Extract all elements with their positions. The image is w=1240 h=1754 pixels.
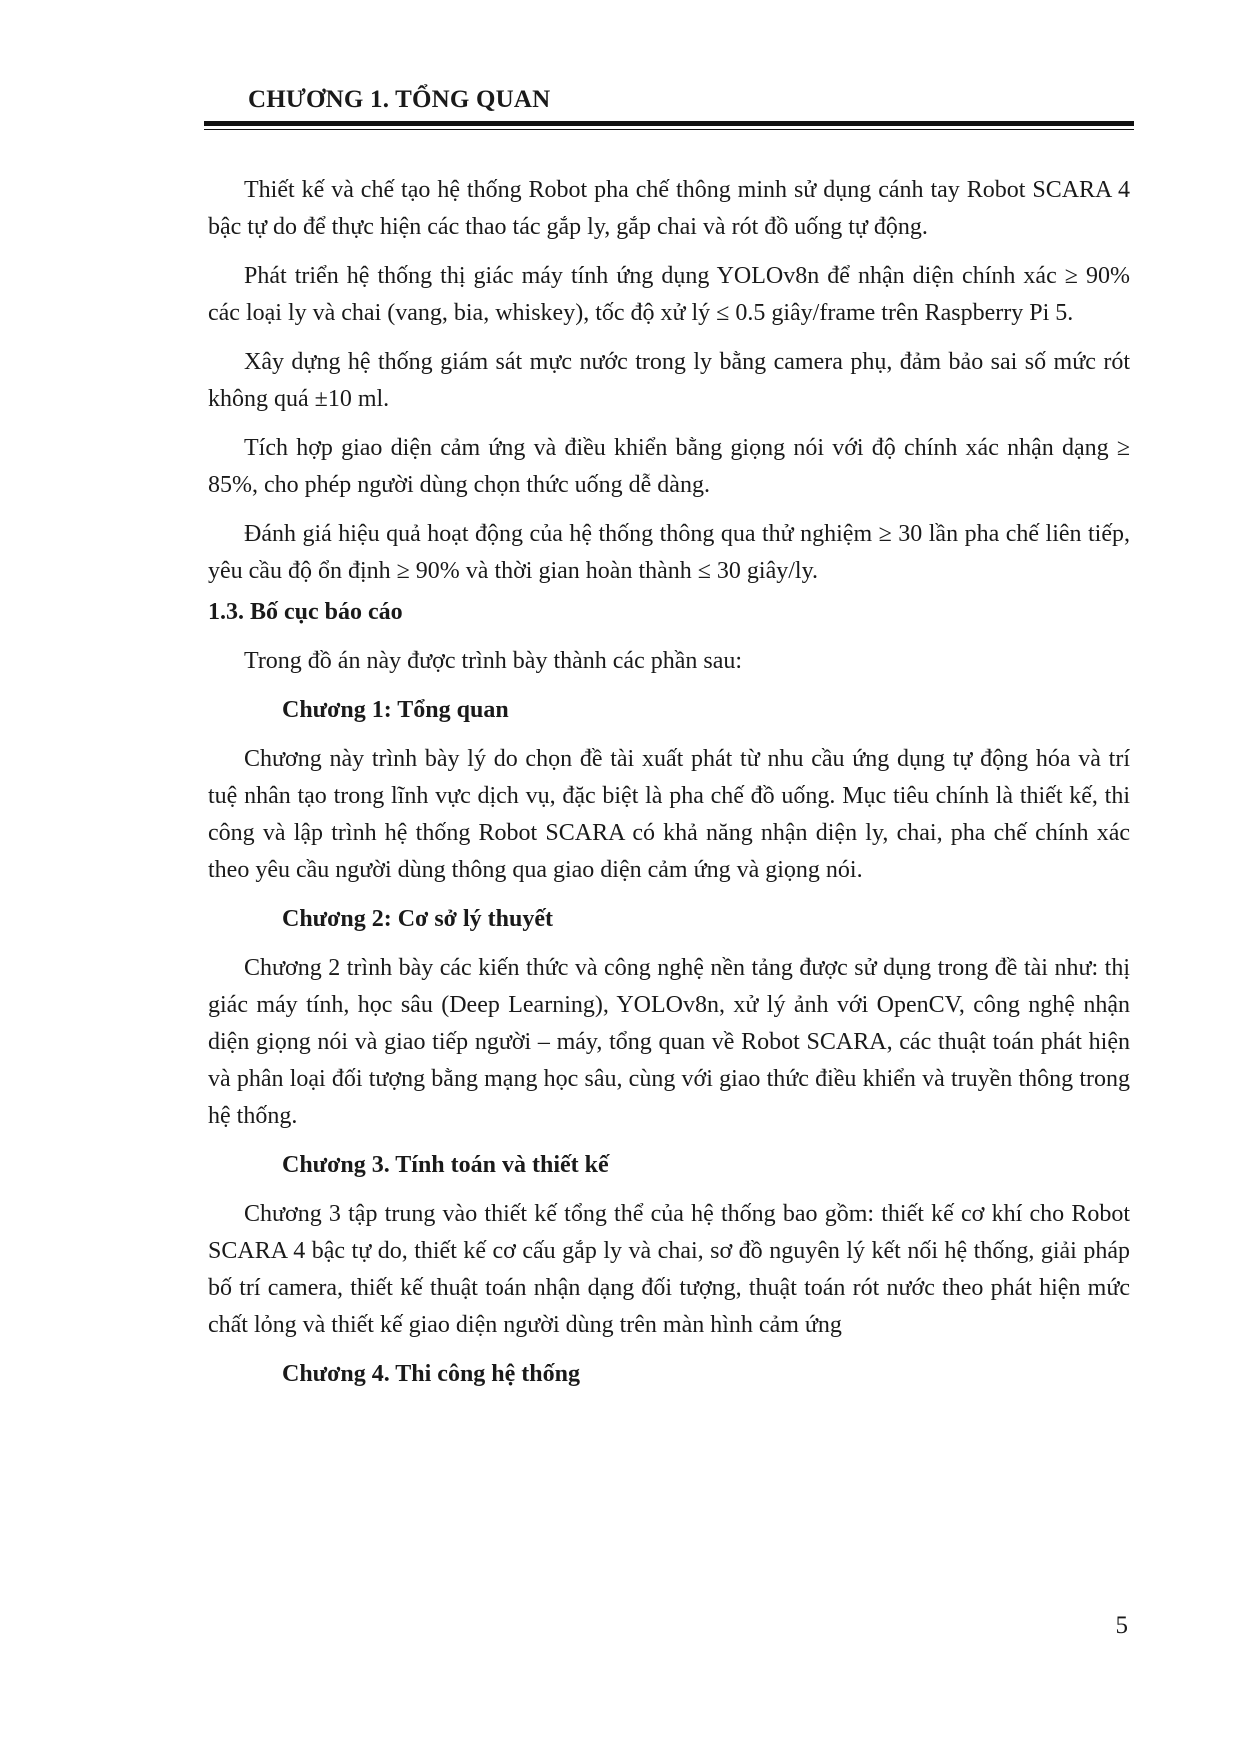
header-rule-thick [204,121,1134,126]
section-heading: 1.3. Bố cục báo cáo [208,599,403,625]
chapter-1-heading: Chương 1: Tổng quan [282,697,509,723]
objective-paragraph-3: Xây dựng hệ thống giám sát mực nước trong ly bằng camera phụ, đảm bảo sai số mức rót không quá ±10 ml. [208,349,1130,412]
objective-paragraph-5: Đánh giá hiệu quả hoạt động của hệ thống thông qua thử nghiệm ≥ 30 lần pha chế liên tiếp, yêu cầu độ ổn định ≥ 90% và thời gian hoàn thành ≤ 30 giây/ly. [208,521,1130,584]
chapter-3-text: Chương 3 tập trung vào thiết kế tổng thể của hệ thống bao gồm: thiết kế cơ khí cho Robot SCARA 4 bậc tự do, thiết kế cơ cấu gắp ly và chai, sơ đồ nguyên lý kết nối hệ thống, giải pháp bố trí camera, thiết kế thuật toán nhận dạng đối tượng, thuật toán rót nước theo phát hiện mức chất lỏng và thiết kế giao diện người dùng trên màn hình cảm ứng [208,1201,1130,1338]
section-intro: Trong đồ án này được trình bày thành các phần sau: [244,648,743,674]
chapter-2-text: Chương 2 trình bày các kiến thức và công nghệ nền tảng được sử dụng trong đề tài như: thị giác máy tính, học sâu (Deep Learning), YOLOv8n, xử lý ảnh với OpenCV, công nghệ nhận diện giọng nói và giao tiếp người – máy, tổng quan về Robot SCARA, các thuật toán phát hiện và phân loại đối tượng bằng mạng học sâu, cùng với giao thức điều khiển và truyền thông trong hệ thống. [208,955,1130,1129]
running-header-title: CHƯƠNG 1. TỔNG QUAN [248,86,551,113]
page-body [208,172,1130,1405]
chapter-4-heading: Chương 4. Thi công hệ thống [282,1361,580,1387]
objective-paragraph-2: Phát triển hệ thống thị giác máy tính ứng dụng YOLOv8n để nhận diện chính xác ≥ 90% các loại ly và chai (vang, bia, whiskey), tốc độ xử lý ≤ 0.5 giây/frame trên Raspberry Pi 5. [208,263,1130,326]
header-rule-thin [204,129,1134,130]
chapter-3-heading: Chương 3. Tính toán và thiết kế [282,1152,609,1178]
chapter-2-heading: Chương 2: Cơ sở lý thuyết [282,906,553,932]
page-number: 5 [1115,1612,1128,1639]
chapter-1-text: Chương này trình bày lý do chọn đề tài xuất phát từ nhu cầu ứng dụng tự động hóa và trí tuệ nhân tạo trong lĩnh vực dịch vụ, đặc biệt là pha chế đồ uống. Mục tiêu chính là thiết kế, thi công và lập trình hệ thống Robot SCARA có khả năng nhận diện ly, chai, pha chế chính xác theo yêu cầu người dùng thông qua giao diện cảm ứng và giọng nói. [208,746,1130,883]
objective-paragraph-1: Thiết kế và chế tạo hệ thống Robot pha chế thông minh sử dụng cánh tay Robot SCARA 4 bậc tự do để thực hiện các thao tác gắp ly, gắp chai và rót đồ uống tự động. [208,177,1130,240]
objective-paragraph-4: Tích hợp giao diện cảm ứng và điều khiển bằng giọng nói với độ chính xác nhận dạng ≥ 85%, cho phép người dùng chọn thức uống dễ dàng. [208,435,1130,498]
